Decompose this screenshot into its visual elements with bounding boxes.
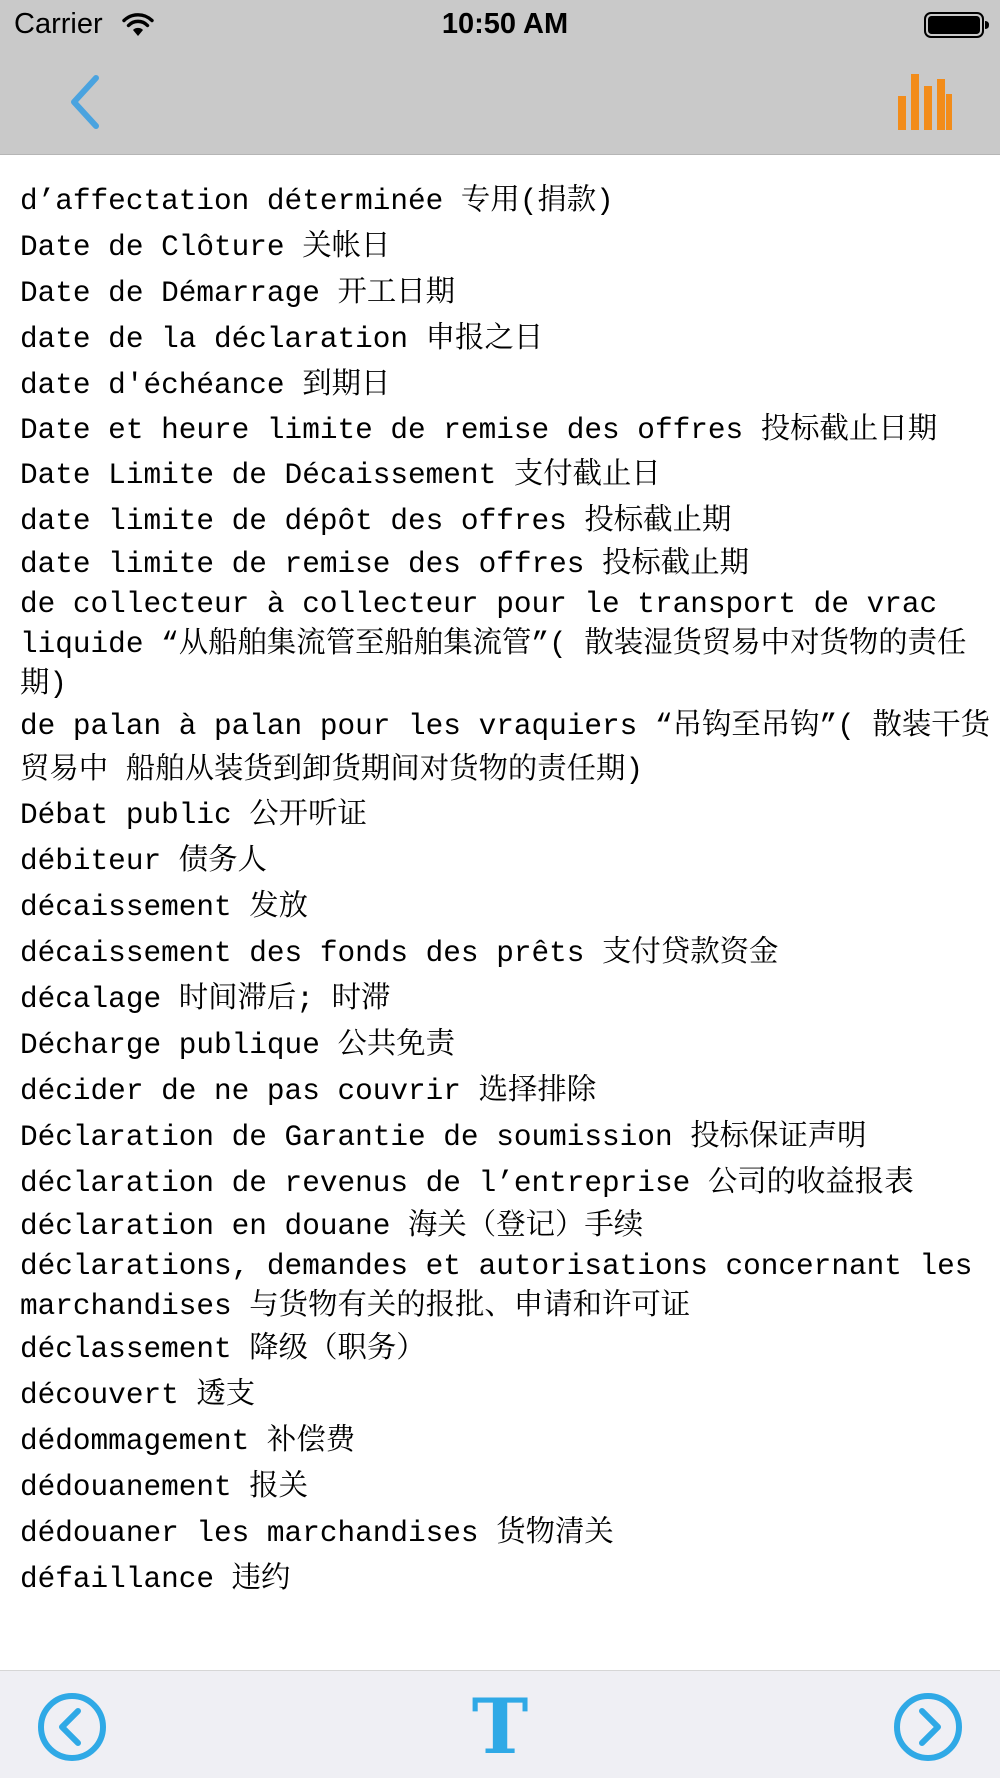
list-item: déclarations, demandes et autorisations concernant les marchandises 与货物有关的报批、申请和许可证 [20,1250,973,1323]
circle-chevron-left-icon [36,1691,108,1763]
list-item: défaillance 违约 [20,1563,291,1596]
list-item: date limite de remise des offres 投标截止期 [20,548,749,581]
battery-icon [924,12,990,38]
list-item: Débat public 公开听证 [20,799,367,832]
list-item: de palan à palan pour les vraquiers “吊钩至吊钩”( 散装干货贸易中 船舶从装货到卸货期间对货物的责任期) [20,710,991,787]
list-item: Date de Démarrage 开工日期 [20,277,456,310]
list-item: déclaration en douane 海关（登记）手续 [20,1210,644,1243]
circle-chevron-right-icon [892,1691,964,1763]
bar-chart-icon [894,72,956,134]
list-item: dédommagement 补偿费 [20,1425,356,1458]
list-item: décider de ne pas couvrir 选择排除 [20,1075,597,1108]
list-item: débiteur 债务人 [20,845,267,878]
list-item: de collecteur à collecteur pour le transport de vrac liquide “从船舶集流管至船舶集流管”( 散装湿货贸易中对货物的责任期) [20,588,967,701]
list-item: Date et heure limite de remise des offres 投标截止日期 [20,414,938,447]
status-time: 10:50 AM [441,8,569,40]
list-item: d’affectation déterminée 专用(捐款) [20,185,614,218]
list-item: découvert 透支 [20,1379,256,1412]
list-item: dédouanement 报关 [20,1471,309,1504]
list-item: déclassement 降级（职务） [20,1333,426,1366]
carrier-label: Carrier [14,8,103,40]
list-item: dédouaner les marchandises 货物清关 [20,1517,614,1550]
list-item: date de la déclaration 申报之日 [20,323,544,356]
glossary-text[interactable] [0,156,1000,1670]
list-item: Date de Clôture 关帐日 [20,231,391,264]
list-item: Date Limite de Décaissement 支付截止日 [20,459,661,492]
statistics-button[interactable] [894,72,956,134]
back-button[interactable] [60,70,110,134]
list-item: décaissement 发放 [20,891,309,924]
nav-bar [0,50,1000,155]
list-item: décalage 时间滞后; 时滞 [20,983,391,1016]
list-item: Décharge publique 公共免责 [20,1029,456,1062]
list-item: date d'échéance 到期日 [20,369,391,402]
list-item: date limite de dépôt des offres 投标截止期 [20,505,732,538]
bottom-toolbar [0,1670,1000,1778]
status-bar [0,0,1000,50]
next-button[interactable] [892,1691,964,1763]
font-size-button[interactable]: T [471,1682,529,1771]
list-item: décaissement des fonds des prêts 支付贷款资金 [20,937,779,970]
previous-button[interactable] [36,1691,108,1763]
chevron-left-icon [60,70,110,134]
list-item: déclaration de revenus de l’entreprise 公司的收益报表 [20,1167,914,1200]
list-item: Déclaration de Garantie de soumission 投标保证声明 [20,1121,867,1154]
